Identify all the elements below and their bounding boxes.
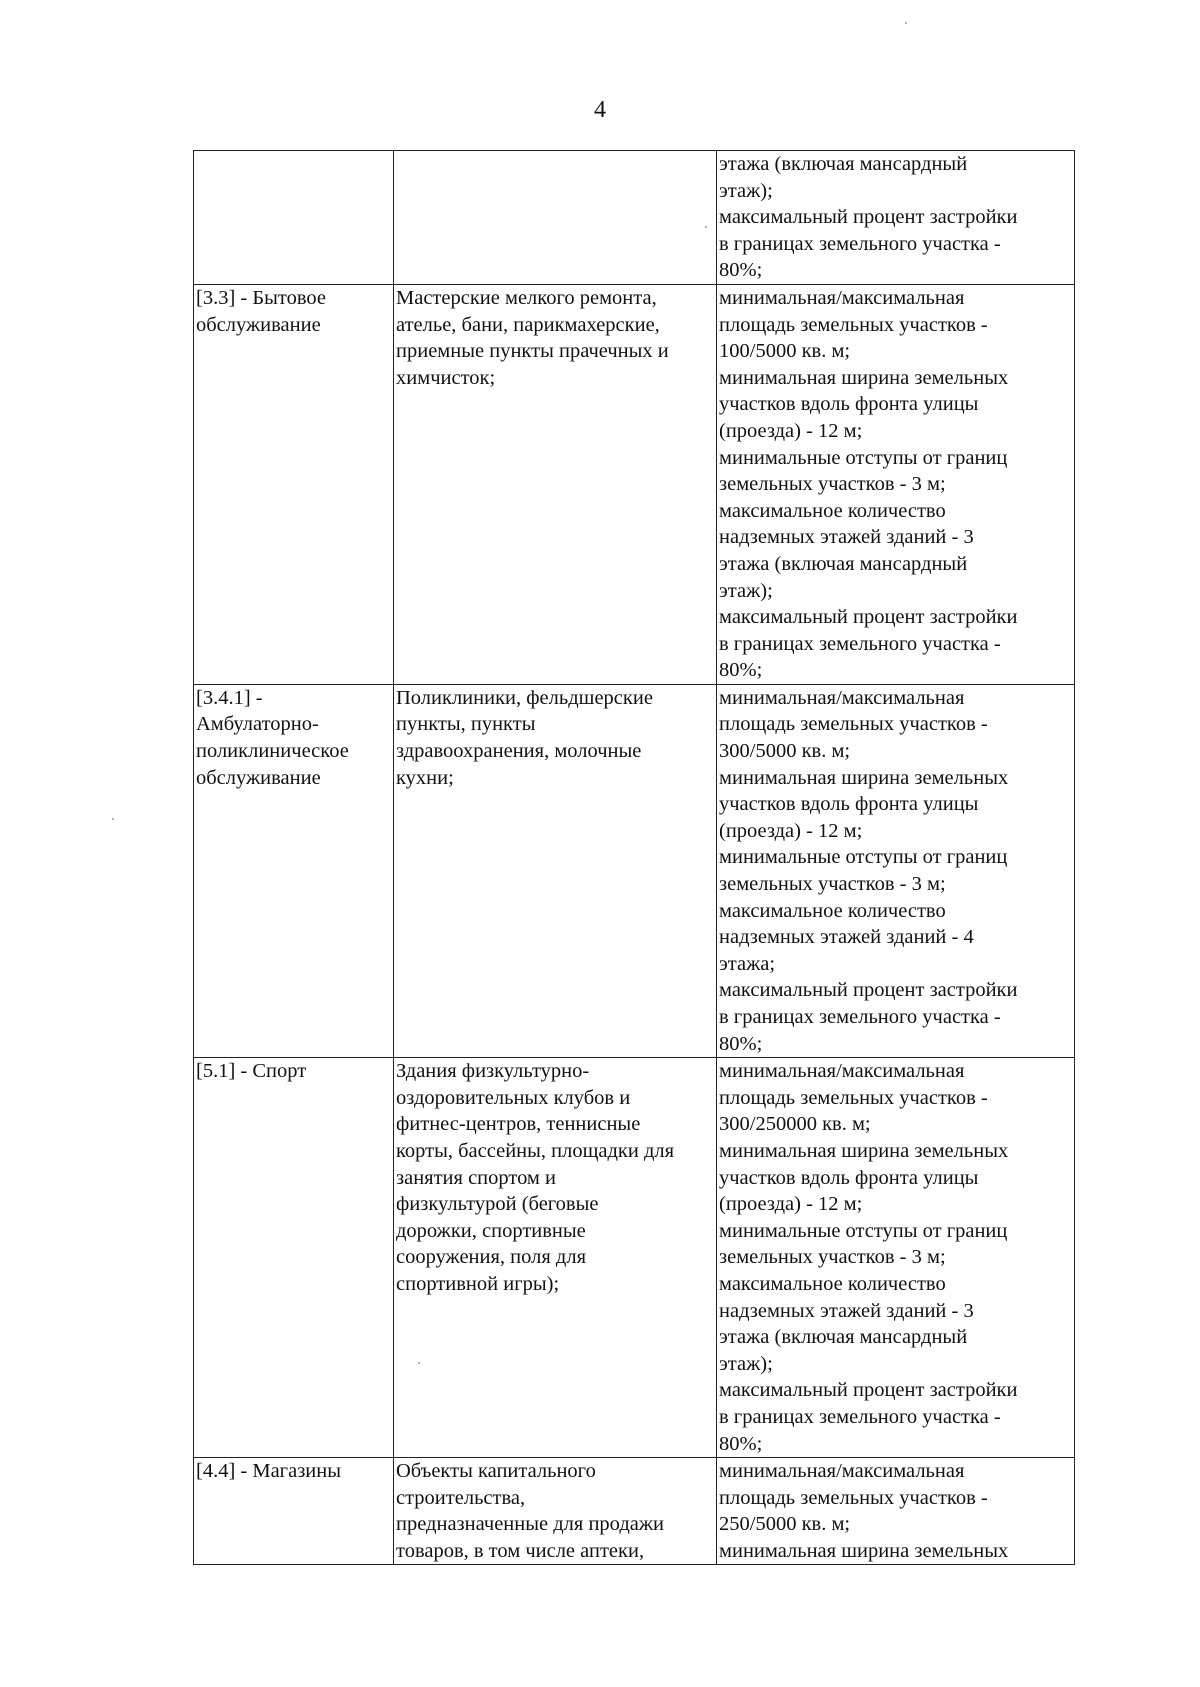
table-row xyxy=(194,151,1075,285)
page-number: 4 xyxy=(594,97,606,123)
description-cell: Здания физкультурно- оздоровительных клубов и фитнес-центров, теннисные корты, бассейны, площадки для занятия спортом и физкультурой (беговые дорожки, спортивные сооружения, поля для спортивной игры); xyxy=(394,1058,717,1458)
table-row xyxy=(194,684,1075,1057)
scan-speck xyxy=(705,226,707,228)
scan-speck xyxy=(905,22,907,24)
use-type-cell: [4.4] - Магазины xyxy=(194,1458,394,1565)
scan-speck xyxy=(418,1362,420,1364)
description-cell: Мастерские мелкого ремонта, ателье, бани, парикмахерские, приемные пункты прачечных и химчисток; xyxy=(394,284,717,684)
parameters-cell: минимальная/максимальная площадь земельных участков - 100/5000 кв. м; минимальная ширина земельных участков вдоль фронта улицы (проезда) - 12 м; минимальные отступы от границ земельных участков - 3 м; максимальное количество надземных этажей зданий - 3 этажа (включая мансардный этаж); максимальный процент застройки в границах земельного участка - 80%; xyxy=(717,284,1075,684)
table-row xyxy=(194,1058,1075,1458)
parameters-cell: этажа (включая мансардный этаж); максимальный процент застройки в границах земельного участка - 80%; xyxy=(717,151,1075,285)
use-type-cell: [3.3] - Бытовое обслуживание xyxy=(194,284,394,684)
parameters-cell: минимальная/максимальная площадь земельных участков - 250/5000 кв. м; минимальная ширина земельных xyxy=(717,1458,1075,1565)
description-cell xyxy=(394,151,717,285)
table-row xyxy=(194,284,1075,684)
description-cell: Поликлиники, фельдшерские пункты, пункты здравоохранения, молочные кухни; xyxy=(394,684,717,1057)
zoning-parameters-table xyxy=(193,150,1075,1565)
description-cell: Объекты капитального строительства, предназначенные для продажи товаров, в том числе аптеки, xyxy=(394,1458,717,1565)
table-row xyxy=(194,1458,1075,1565)
use-type-cell: [3.4.1] - Амбулаторно- поликлиническое обслуживание xyxy=(194,684,394,1057)
use-type-cell xyxy=(194,151,394,285)
parameters-cell: минимальная/максимальная площадь земельных участков - 300/250000 кв. м; минимальная ширина земельных участков вдоль фронта улицы (проезда) - 12 м; минимальные отступы от границ земельных участков - 3 м; максимальное количество надземных этажей зданий - 3 этажа (включая мансардный этаж); максимальный процент застройки в границах земельного участка - 80%; xyxy=(717,1058,1075,1458)
use-type-cell: [5.1] - Спорт xyxy=(194,1058,394,1458)
scan-speck xyxy=(112,818,114,820)
parameters-cell: минимальная/максимальная площадь земельных участков - 300/5000 кв. м; минимальная ширина земельных участков вдоль фронта улицы (проезда) - 12 м; минимальные отступы от границ земельных участков - 3 м; максимальное количество надземных этажей зданий - 4 этажа; максимальный процент застройки в границах земельного участка - 80%; xyxy=(717,684,1075,1057)
